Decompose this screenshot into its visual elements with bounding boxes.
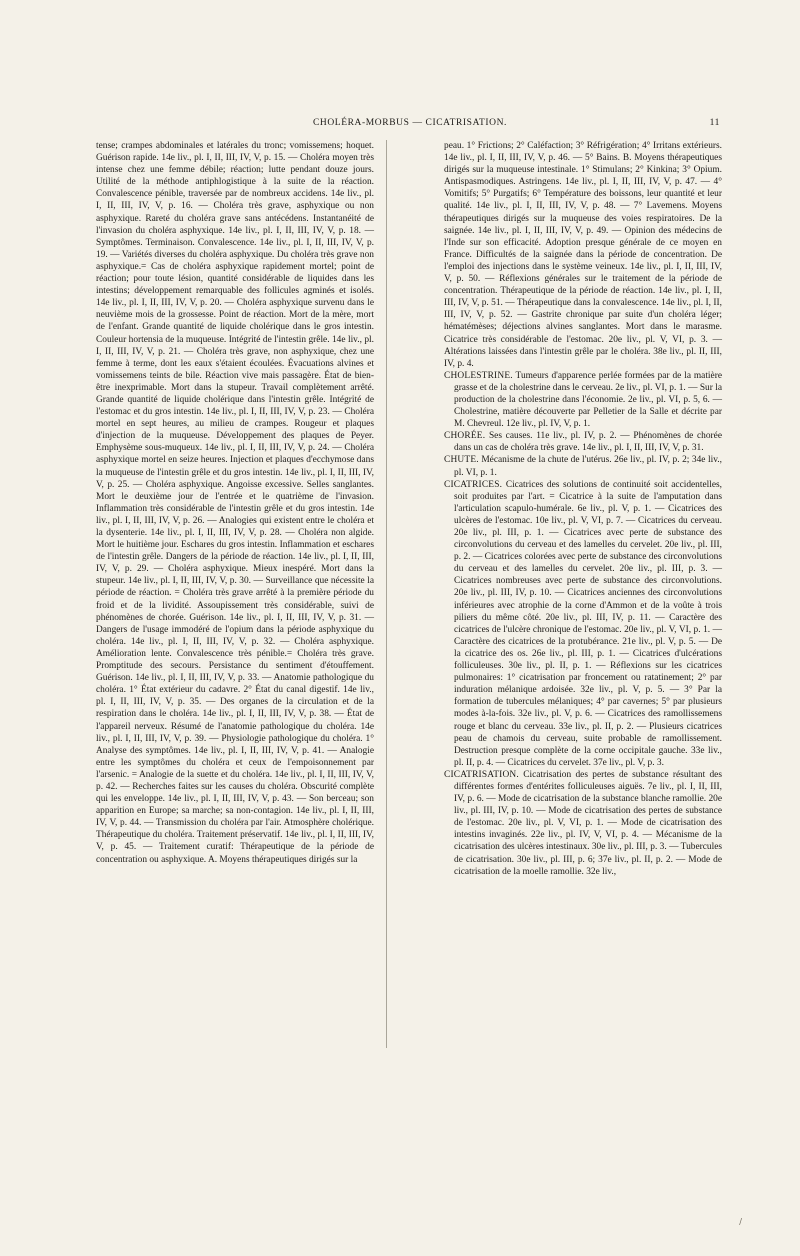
- left-column-text: tense; crampes abdominales et latérales du tronc; vomissemens; hoquet. Guérison rapide. 14e liv., pl. I, II, III, IV, V, p. 15. — Choléra moyen très intense chez une femme débile; réaction; lutte pendant douze jours. Utilité de la méthode antiphlogistique à la suite de la réaction. Convalescence pénible, traversée par de nombreux accidens. 14e liv., pl. I, II, III, IV, V, p. 16. — Choléra très grave, asphyxique ou non asphyxique. Rareté du choléra grave sans antécédens. Instantanéité de l'invasion du choléra asphyxique. 14e liv., pl. I, II, III, IV, V, p. 18. — Symptômes. Terminaison. Convalescence. 14e liv., pl. I, II, III, IV, V, p. 19. — Variétés diverses du choléra asphyxique. Du choléra très grave non asphyxique.= Cas de choléra asphyxique rapidement mortel; point de réaction; pour toute lésion, quantité considérable de liquides dans les intestins; développement remarquable des follicules agminés et isolés. 14e liv., pl. I, II, III, IV, V, p. 20. — Choléra asphyxique survenu dans le neuvième mois de la grossesse. Point de réaction. Mort de la mère, mort de l'enfant. Grande quantité de liquide cholérique dans le gros intestin. Couleur hortensia de la muqueuse. Intégrité de l'intestin grêle. 14e liv., pl. I, II, III, IV, V, p. 21. — Choléra très grave, non asphyxique, chez une femme à terme, dont les eaux s'étaient écoulées. Évacuations alvines et vomissemens teints de bile. Réaction vive mais passagère. État de bien-être inexprimable. Mort dans la stupeur. Travail complètement arrêté. Grande quantité de liquide cholérique dans l'intestin grêle. Intégrité de l'estomac et du gros intestin. 14e liv., pl. I, II, III, IV, V, p. 23. — Choléra mortel en sept heures, au milieu de crampes. Rougeur et plaques d'injection de la muqueuse. Développement des plaques de Peyer. Emphysème sous-muqueux. 14e liv., pl. I, II, III, IV, V, p. 24. — Choléra asphyxique mortel en seize heures. Injection et plaques d'ecchymose dans la muqueuse de l'intestin grêle et du gros intestin. 14e liv., pl. I, II, III, IV, V, p. 25. — Choléra asphyxique. Angoisse excessive. Selles sanglantes. Mort le deuxième jour de l'entrée et le quatrième de l'invasion. Inflammation très considérable de l'intestin grêle et du gros intestin. 14e liv., pl. I, II, III, IV, V, p. 26. — Analogies qui existent entre le choléra et la dysenterie. 14e liv., pl. I, II, III, IV, V, p. 28. — Choléra non algide. Mort le huitième jour. Eschares du gros intestin. Inflammation et eschares de l'intestin grêle. Dangers de la période de réaction. 14e liv., pl. I, II, III, IV, V, p. 29. — Choléra asphyxique. Mieux inespéré. Mort dans la stupeur. 14e liv., pl. I, II, III, IV, V, p. 30. — Surveillance que nécessite la période de réaction. = Choléra très grave arrêté à la première période du froid et de la lividité. Assoupissement très considérable, suivi de phénomènes de chorée. Guérison. 14e liv., pl. I, II, III, IV, V, p. 31. — Dangers de l'usage immodéré de l'opium dans la période asphyxique du choléra. 14e liv., pl. I, II, III, IV, V, p. 32. — Choléra asphyxique. Amélioration lente. Convalescence très pénible.= Choléra très grave. Promptitude des secours. Persistance du sentiment d'étouffement. Guérison. 14e liv., pl. I, II, III, IV, V, p. 33. — Anatomie pathologique du choléra. 1° État extérieur du cadavre. 2° État du canal digestif. 14e liv., pl. I, II, III, IV, V, p. 35. — Des organes de la circulation et de la respiration dans le choléra. 14e liv., pl. I, II, III, IV, V, p. 38. — État de l'appareil nerveux. Résumé de l'anatomie pathologique du choléra. 14e liv., pl. I, II, III, IV, V, p. 39. — Physiologie pathologique du choléra. 1° Analyse des symptômes. 14e liv., pl. I, II, III, IV, V, p. 41. — Analogie entre les symptômes du choléra et ceux de l'empoisonnement par l'arsenic. = Analogie de la suette et du choléra. 14e liv., pl. I, II, III, IV, V, p. 42. — Recherches faites sur les causes du choléra. Obscurité complète qui les enveloppe. 14e liv., pl. I, II, III, IV, V, p. 43. — Son berceau; son apparition en Europe; sa marche; sa non-contagion. 14e liv., pl. I, II, III, IV, V, p. 44. — Transmission du choléra par l'air. Atmosphère cholérique. Thérapeutique du choléra. Traitement préservatif. 14e liv., pl. I, II, III, IV, V, p. 45. — Traitement curatif: Thérapeutique de la période de concentration ou asphyxique. A. Moyens thérapeutiques dirigés sur la: [96, 141, 374, 865]
- entry-text: Mécanisme de la chute de l'utérus. 26e liv., pl. IV, p. 2; 34e liv., pl. VI, p. 1.: [454, 455, 722, 478]
- running-head: [100, 118, 720, 134]
- entry-text: Cicatrices des solutions de continuité soit accidentelles, soit produites par l'art. = Cicatrice à la suite de l'amputation dans l'articulation scapulo-humérale. 6e liv., pl. V, p. 1. — Cicatrices des ulcères de l'estomac. 10e liv., pl. V, VI, p. 7. — Cicatrices du cerveau. 20e liv., pl. III, p. 1. — Cicatrices avec perte de substance des circonvolutions du cerveau et des lamelles du cervelet. 20e liv., pl. III, p. 2. — Cicatrices colorées avec perte de substance des circonvolutions du cerveau et des lamelles du cervelet. 20e liv., pl. III, p. 3. — Cicatrices nombreuses avec perte de substance des circonvolutions. 20e liv., pl. III, IV, p. 10. — Cicatrices anciennes des circonvolutions inférieures avec atrophie de la corne d'Ammon et de la voûte à trois piliers du même côté. 20e liv., pl. III, IV, p. 11. — Caractère des cicatrices de l'ulcère chronique de l'estomac. 20e liv., pl. V, VI, p. 1. — Caractère des cicatrices de la protubérance. 21e liv., pl. V, p. 5. — De la cicatrice des os. 26e liv., pl. III, p. 1. — Cicatrices d'ulcérations folliculeuses. 30e liv., pl. II, p. 1. — Réflexions sur les cicatrices pulmonaires: 1° cicatrisation par froncement ou ratatinement; 2° par induration mélanique ardoisée. 32e liv., pl. V, p. 5. — 3° Par la formation de tubercules mélaniques; 4° par cavernes; 5° par plusieurs modes à-la-fois. 32e liv., pl. V, p. 6. — Cicatrices des ramollissemens rouge et blanc du cerveau. 33e liv., pl. II, p. 2. — Plusieurs cicatrices peau de chamois du cerveau, suite probable de ramollissement. Destruction presque complète de la corne occipitale gauche. 33e liv., pl. II, p. 4. — Cicatrices du cervelet. 37e liv., pl. V, p. 3.: [454, 479, 723, 768]
- entry-headword: CICATRICES.: [444, 479, 503, 490]
- right-column: [444, 140, 722, 878]
- running-head-title: CHOLÉRA-MORBUS — CICATRISATION.: [312, 118, 508, 128]
- left-column: [96, 140, 374, 866]
- page-corner-mark: /: [739, 1217, 742, 1226]
- entry-text: Ses causes. 11e liv., pl. IV, p. 2. — Phénomènes de chorée dans un cas de choléra très grave. 14e liv., pl. I, II, III, IV, V, p. 31.: [454, 431, 722, 454]
- index-entry-cholestrine: [444, 370, 722, 430]
- entry-headword: CHOLESTRINE.: [444, 370, 513, 381]
- index-entry-cicatrices: [444, 479, 722, 769]
- entry-headword: CICATRISATION.: [444, 769, 519, 780]
- page-number: 11: [709, 118, 720, 128]
- index-entry-cicatrisation: [444, 769, 722, 878]
- entry-text: Cicatrisation des pertes de substance résultant des différentes formes d'entérites folliculeuses aiguës. 7e liv., pl. I, II, III, IV, p. 6. — Mode de cicatrisation de la substance blanche ramollie. 20e liv., pl. III, IV, p. 10. — Mode de cicatrisation des pertes de substance de l'estomac. 20e liv., pl. V, VI, p. 1. — Mode de cicatrisation des intestins invaginés. 22e liv., pl. IV, V, VI, p. 4. — Mécanisme de la cicatrisation des ulcères intestinaux. 30e liv., pl. III, p. 3. — Tubercules de cicatrisation. 30e liv., pl. III, p. 6; 37e liv., pl. II, p. 2. — Mode de cicatrisation de la moelle ramollie. 32e liv.,: [454, 769, 722, 877]
- index-entry-chute: [444, 454, 722, 478]
- entry-text: Tumeurs d'apparence perlée formées par de la matière grasse et de la cholestrine dans le cerveau. 2e liv., pl. VI, p. 1. — Sur la production de la cholestrine dans l'économie. 2e liv., pl. VI, p. 5, 6. — Cholestrine, matière découverte par Pelletier de la Salle et décrite par M. Chevreul. 12e liv., pl. IV, V, p. 1.: [454, 370, 722, 430]
- column-divider: [386, 140, 387, 1048]
- entry-headword: CHUTE.: [444, 455, 479, 466]
- entry-headword: CHORÉE.: [444, 431, 486, 442]
- index-entry-choree: [444, 430, 722, 454]
- right-column-continuation: peau. 1° Frictions; 2° Caléfaction; 3° Réfrigération; 4° Irritans extérieurs. 14e liv., pl. I, II, III, IV, V, p. 46. — 5° Bains. B. Moyens thérapeutiques dirigés sur la muqueuse intestinale. 1° Stimulans; 2° Kinkina; 3° Opium. Antispasmodiques. Astringens. 14e liv., pl. I, II, III, IV, V, p. 47. — 4° Vomitifs; 5° Purgatifs; 6° Température des boissons, leur quantité et leur qualité. 14e liv., pl. I, II, III, IV, V, p. 48. — 7° Lavemens. Moyens thérapeutiques dirigés sur la muqueuse des voies respiratoires. De la saignée. 14e liv., pl. I, II, III, IV, V, p. 49. — Opinion des médecins de l'Inde sur son efficacité. Adoption presque générale de ce moyen en France. Difficultés de la saignée dans la période de concentration. De l'emploi des injections dans le système veineux. 14e liv., pl. I, II, III, IV, V, p. 50. — Réflexions générales sur le traitement de la période de concentration. Thérapeutique de la période de réaction. 14e liv., pl. I, II, III, IV, V, p. 51. — Thérapeutique dans la convalescence. 14e liv., pl. I, II, III, IV, V, p. 52. — Gastrite chronique par suite d'un choléra léger; hématémèses; déjections alvines sanglantes. Mort dans le marasme. Cicatrice très considérable de l'estomac. 20e liv., pl. V, VI, p. 3. — Altérations laissées dans l'intestin grêle par le choléra. 38e liv., pl. II, III, IV, p. 4.: [444, 141, 722, 369]
